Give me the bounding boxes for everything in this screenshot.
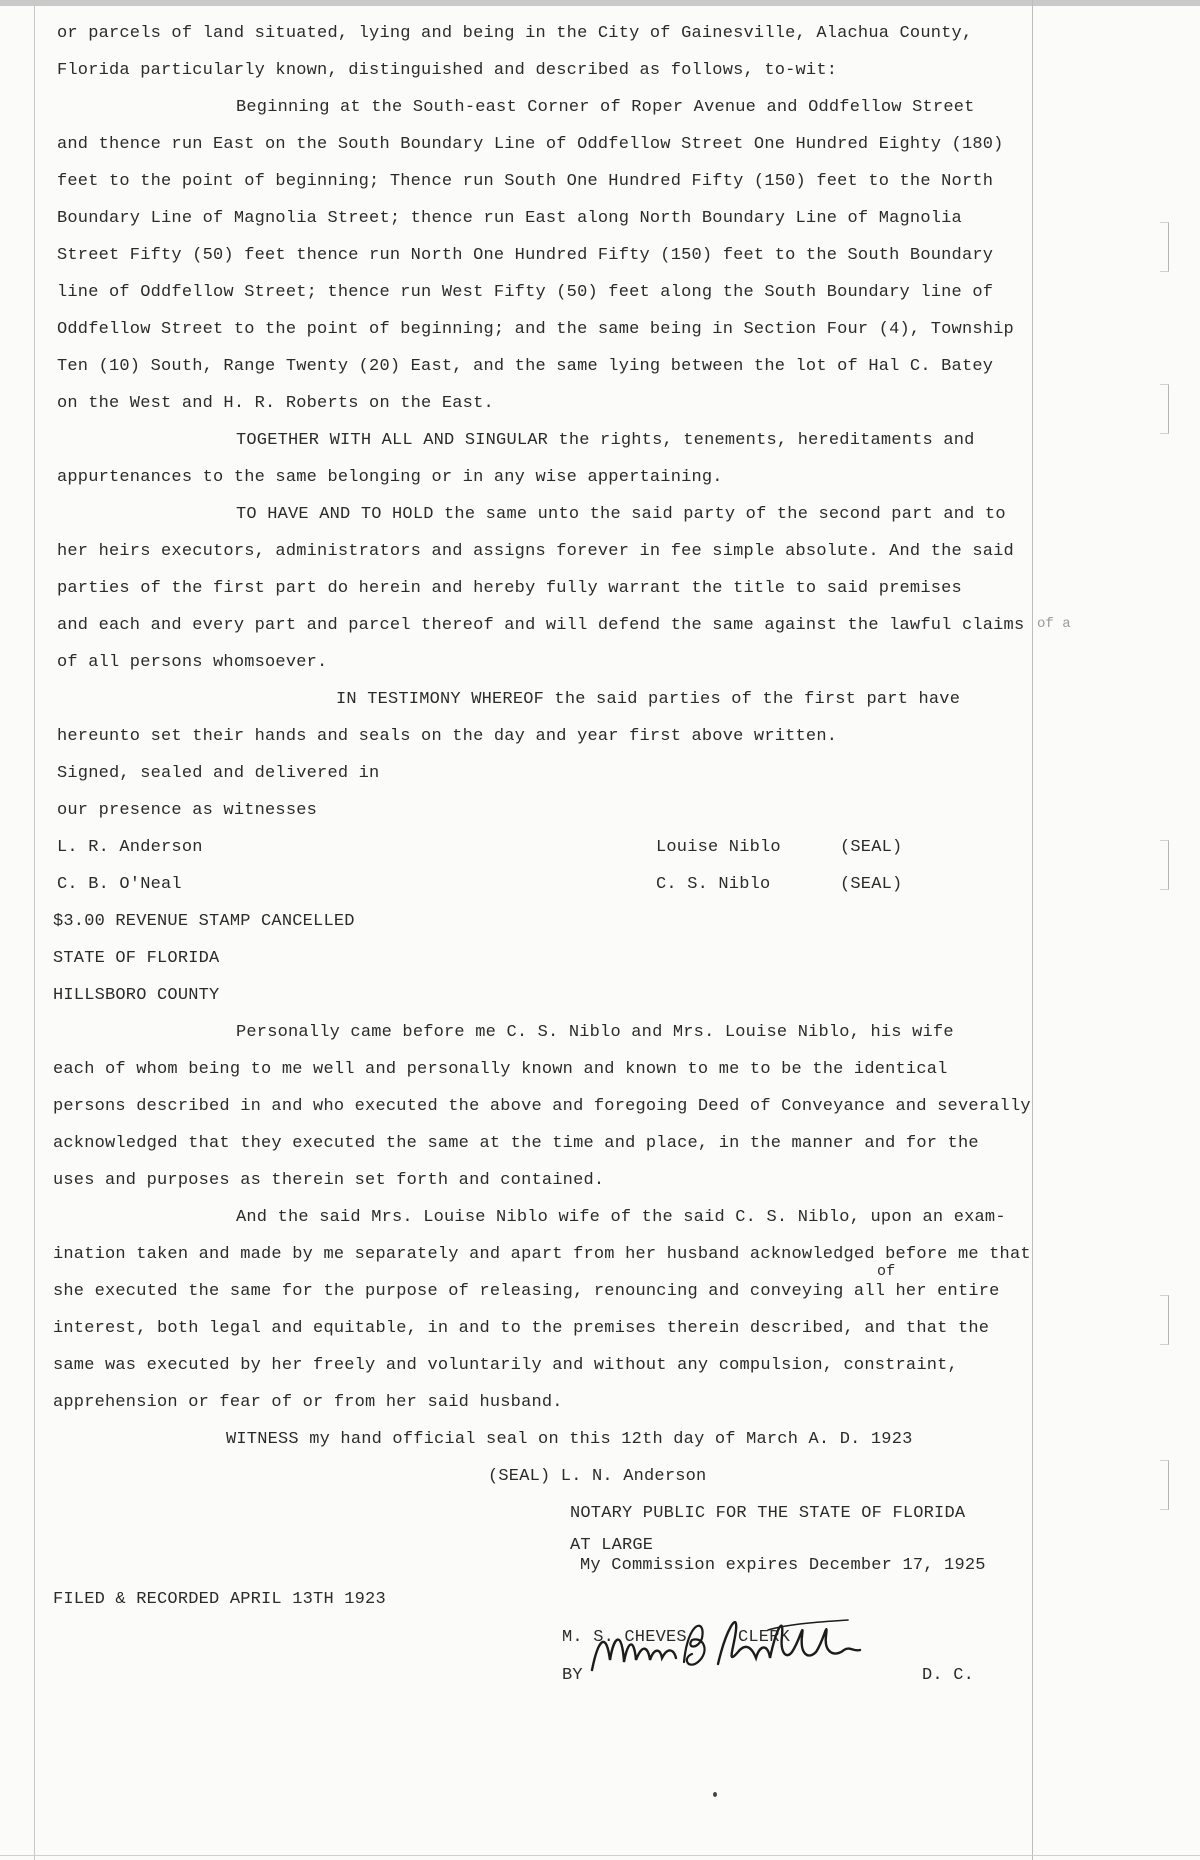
clerk-name: M. S. CHEVES: [562, 1628, 687, 1647]
text-line: apprehension or fear of or from her said husband.: [53, 1393, 563, 1412]
witness-clause: WITNESS my hand official seal on this 12th day of March A. D. 1923: [226, 1430, 913, 1449]
notary-at-large: AT LARGE: [570, 1536, 654, 1555]
text-line: IN TESTIMONY WHEREOF the said parties of the first part have: [336, 690, 961, 709]
text-line: she executed the same for the purpose of releasing, renouncing and conveying all her entire: [53, 1282, 1000, 1301]
seal-label: (SEAL): [840, 875, 903, 894]
margin-bracket: [1160, 1295, 1169, 1345]
text-line: Boundary Line of Magnolia Street; thence run East along North Boundary Line of Magnolia: [57, 209, 962, 228]
witness-name: L. R. Anderson: [57, 838, 203, 857]
text-line: TOGETHER WITH ALL AND SINGULAR the rights, tenements, hereditaments and: [236, 431, 975, 450]
text-line: of all persons whomsoever.: [57, 653, 328, 672]
text-line: Oddfellow Street to the point of beginning; and the same being in Section Four (4), Township: [57, 320, 1014, 339]
interlinear-insertion: of: [877, 1263, 896, 1280]
text-line: feet to the point of beginning; Thence run South One Hundred Fifty (150) feet to the North: [57, 172, 994, 191]
text-line: appurtenances to the same belonging or in any wise appertaining.: [57, 468, 723, 487]
margin-note: of a: [1037, 616, 1071, 632]
top-border: [0, 0, 1200, 6]
margin-bracket: [1160, 384, 1169, 434]
text-line: Florida particularly known, distinguished and described as follows, to-wit:: [57, 61, 838, 80]
ink-mark: [713, 1792, 717, 1797]
text-line: interest, both legal and equitable, in and to the premises therein described, and that the: [53, 1319, 990, 1338]
commission-expiry: My Commission expires December 17, 1925: [580, 1556, 986, 1575]
notary-title: NOTARY PUBLIC FOR THE STATE OF FLORIDA: [570, 1504, 966, 1523]
text-line: Signed, sealed and delivered in: [57, 764, 380, 783]
margin-bracket: [1160, 840, 1169, 890]
text-line: our presence as witnesses: [57, 801, 318, 820]
margin-bracket: [1160, 1460, 1169, 1510]
text-line: each of whom being to me well and personally known and known to me to be the identical: [53, 1060, 948, 1079]
bottom-border: [0, 1855, 1200, 1856]
text-line: parties of the first part do herein and hereby fully warrant the title to said premises: [57, 579, 962, 598]
state-heading: STATE OF FLORIDA: [53, 949, 220, 968]
text-line: uses and purposes as therein set forth and contained.: [53, 1171, 605, 1190]
witness-name: C. B. O'Neal: [57, 875, 182, 894]
text-line: Street Fifty (50) feet thence run North One Hundred Fifty (150) feet to the South Boundary: [57, 246, 994, 265]
text-line: Beginning at the South-east Corner of Roper Avenue and Oddfellow Street: [236, 98, 975, 117]
text-line: line of Oddfellow Street; thence run West Fifty (50) feet along the South Boundary line of: [57, 283, 994, 302]
text-line: or parcels of land situated, lying and being in the City of Gainesville, Alachua County,: [57, 24, 973, 43]
text-line: and each and every part and parcel thereof and will defend the same against the lawful claims: [57, 616, 1025, 635]
left-margin-rule: [34, 0, 35, 1860]
text-line: ination taken and made by me separately and apart from her husband acknowledged before me that: [53, 1245, 1031, 1264]
handwritten-signature: [588, 1600, 888, 1680]
text-line: her heirs executors, administrators and assigns forever in fee simple absolute. And the said: [57, 542, 1014, 561]
margin-bracket: [1160, 222, 1169, 272]
notary-signature: (SEAL) L. N. Anderson: [488, 1467, 707, 1486]
text-line: persons described in and who executed the above and foregoing Deed of Conveyance and severally: [53, 1097, 1031, 1116]
seal-label: (SEAL): [840, 838, 903, 857]
right-margin-rule: [1032, 0, 1033, 1860]
county-heading: HILLSBORO COUNTY: [53, 986, 220, 1005]
text-line: Personally came before me C. S. Niblo and Mrs. Louise Niblo, his wife: [236, 1023, 954, 1042]
filing-note: FILED & RECORDED APRIL 13TH 1923: [53, 1590, 386, 1609]
text-line: and thence run East on the South Boundary Line of Oddfellow Street One Hundred Eighty (180): [57, 135, 1004, 154]
grantor-name: Louise Niblo: [656, 838, 781, 857]
text-line: Ten (10) South, Range Twenty (20) East, and the same lying between the lot of Hal C. Batey: [57, 357, 994, 376]
text-line: same was executed by her freely and voluntarily and without any compulsion, constraint,: [53, 1356, 958, 1375]
grantor-name: C. S. Niblo: [656, 875, 771, 894]
text-line: And the said Mrs. Louise Niblo wife of the said C. S. Niblo, upon an exam-: [236, 1208, 1006, 1227]
deputy-clerk-label: D. C.: [922, 1666, 975, 1685]
revenue-stamp-note: $3.00 REVENUE STAMP CANCELLED: [53, 912, 355, 931]
text-line: TO HAVE AND TO HOLD the same unto the said party of the second part and to: [236, 505, 1006, 524]
text-line: on the West and H. R. Roberts on the East.: [57, 394, 494, 413]
text-line: hereunto set their hands and seals on the day and year first above written.: [57, 727, 838, 746]
by-label: BY: [562, 1666, 583, 1685]
text-line: acknowledged that they executed the same at the time and place, in the manner and for the: [53, 1134, 979, 1153]
clerk-title: CLERK: [738, 1628, 791, 1647]
